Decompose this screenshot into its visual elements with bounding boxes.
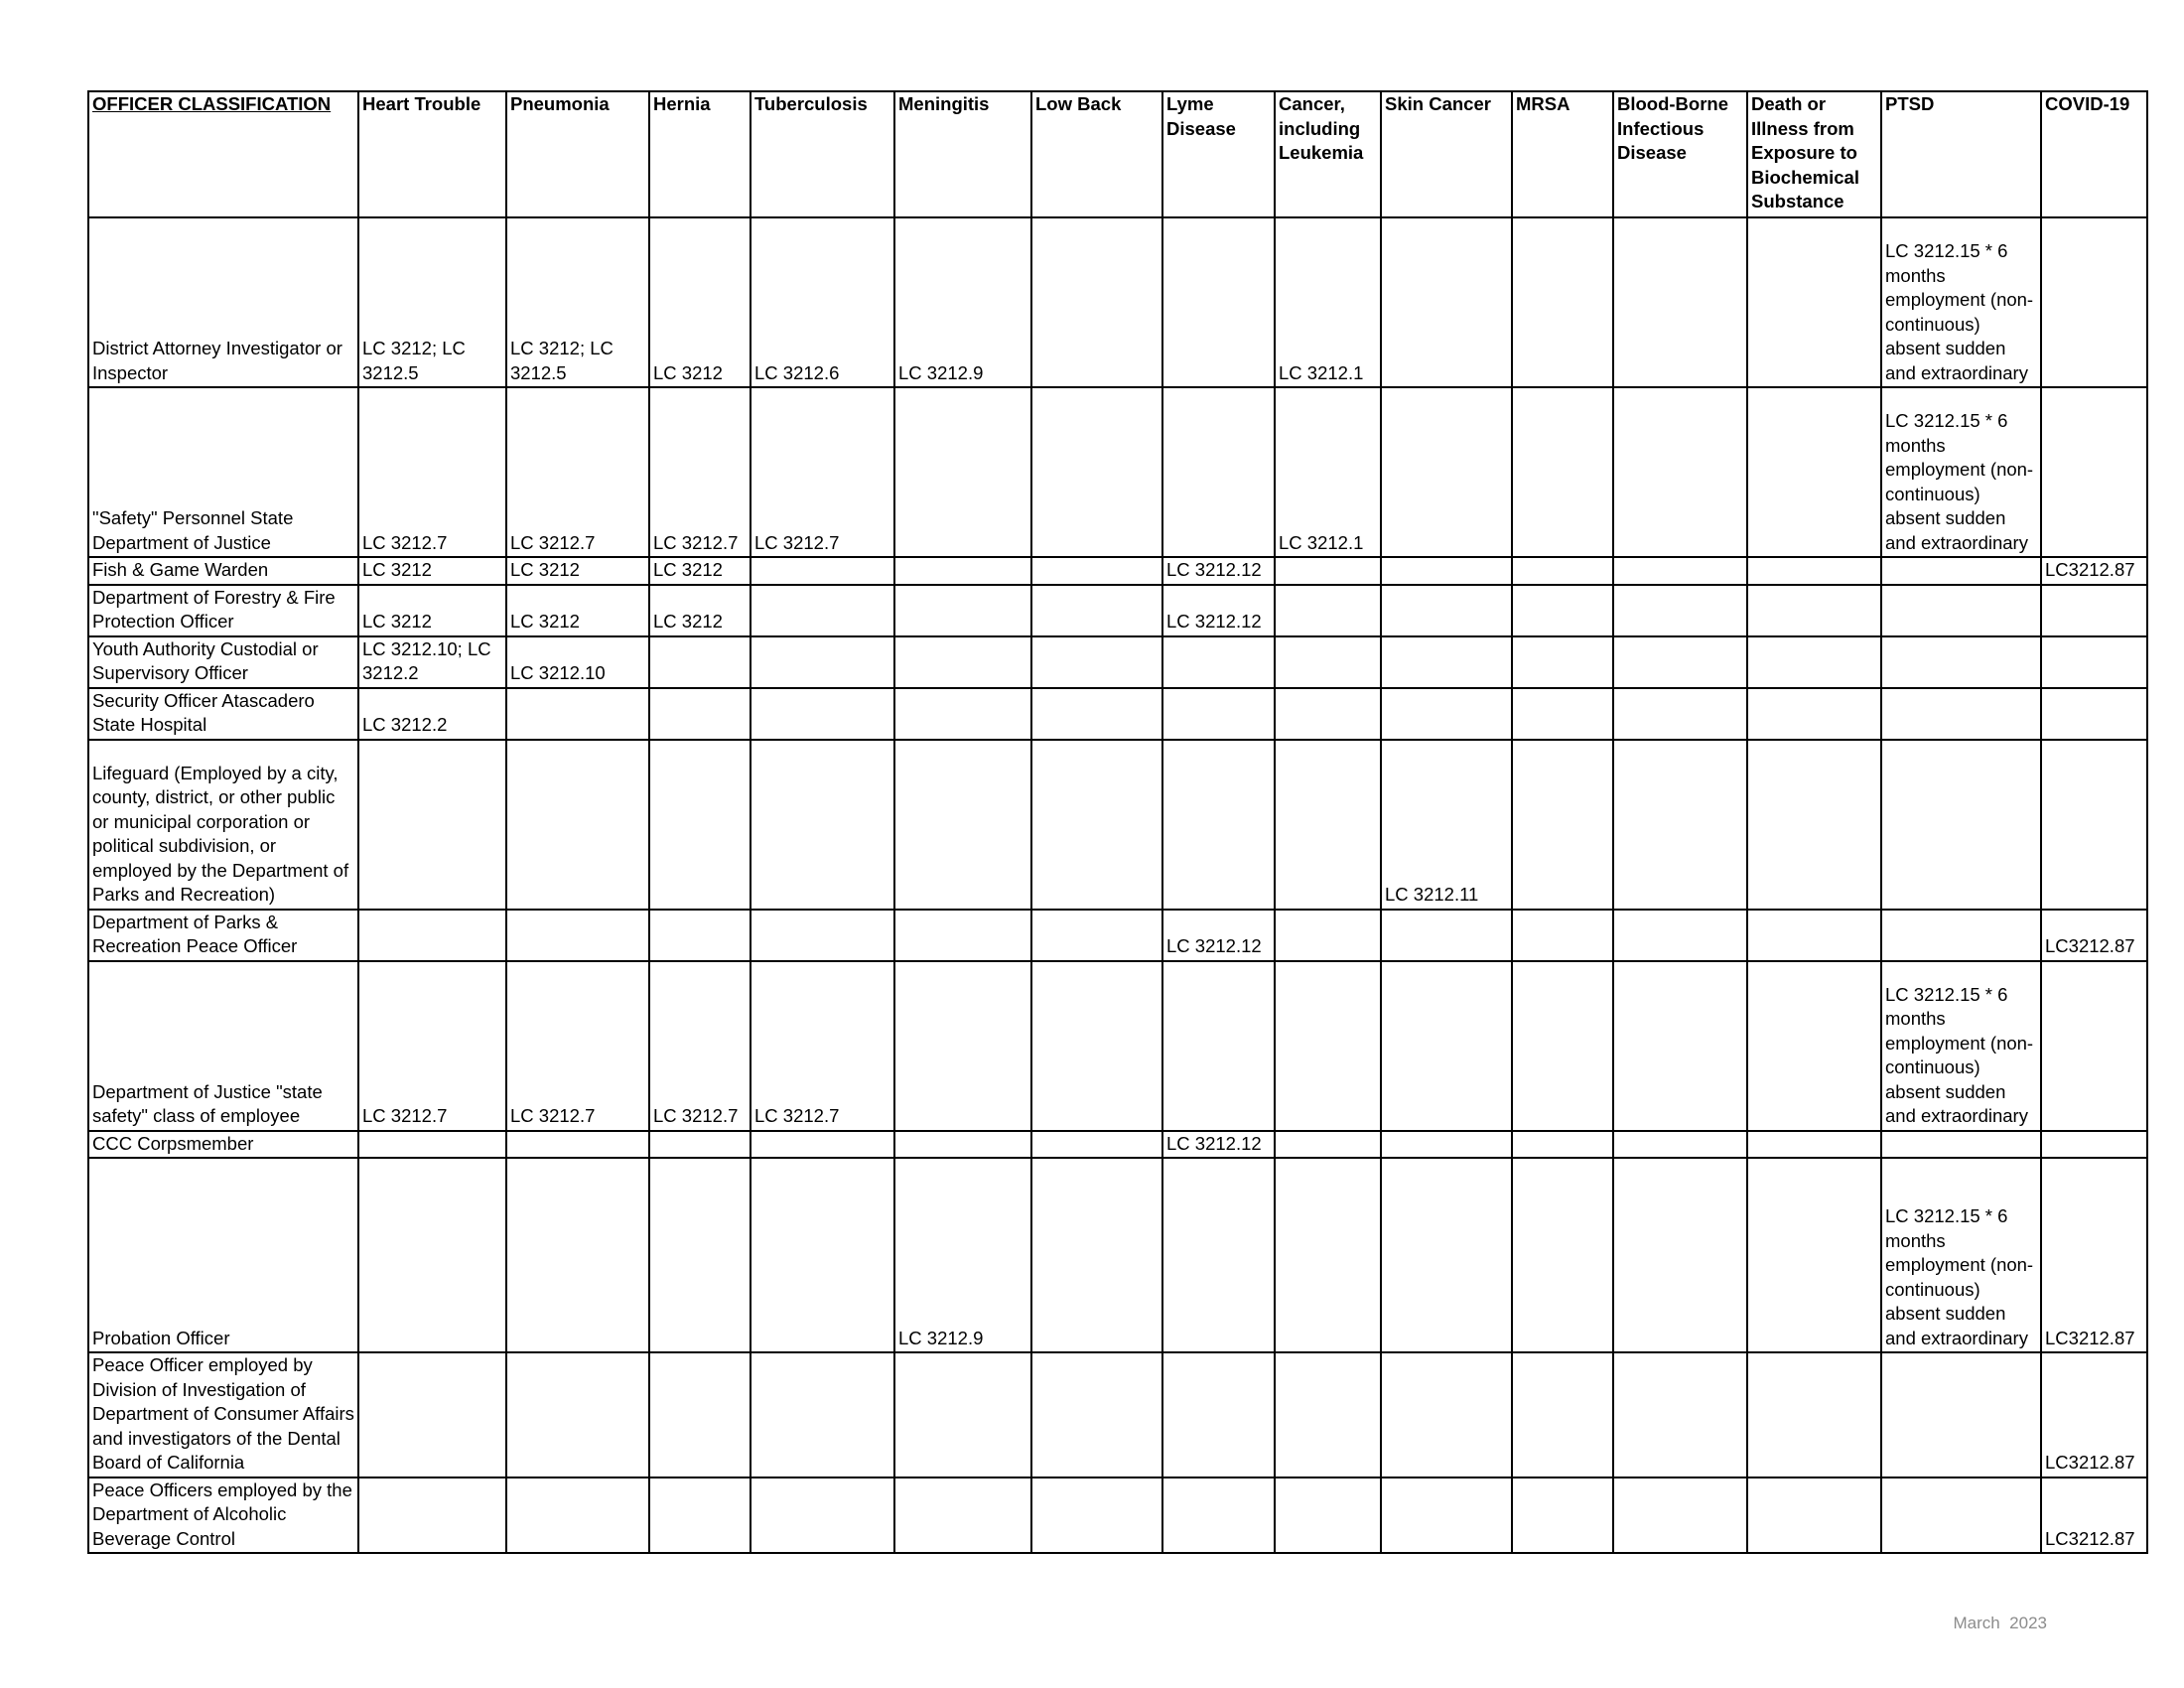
statute-cell: LC 3212.12 <box>1162 585 1275 636</box>
statute-cell <box>894 740 1031 910</box>
statute-cell <box>1031 961 1162 1131</box>
statute-cell: LC 3212.7 <box>649 387 751 557</box>
statute-cell: LC 3212 <box>358 585 506 636</box>
statute-cell <box>358 740 506 910</box>
statute-cell <box>358 1158 506 1352</box>
statute-cell <box>1512 1352 1613 1477</box>
statute-cell <box>1512 910 1613 961</box>
statute-cell <box>1275 1158 1381 1352</box>
statute-cell <box>1881 740 2041 910</box>
statute-cell <box>1381 217 1512 387</box>
statute-cell <box>1613 387 1747 557</box>
table-row <box>88 217 2147 387</box>
statute-cell <box>1381 1352 1512 1477</box>
statute-cell <box>1381 557 1512 585</box>
statute-cell <box>751 636 894 688</box>
officer-classification-table <box>87 90 2148 1554</box>
statute-cell: LC 3212 <box>649 585 751 636</box>
statute-cell: LC 3212.12 <box>1162 557 1275 585</box>
statute-cell <box>1162 740 1275 910</box>
statute-cell <box>751 1352 894 1477</box>
statute-cell <box>649 636 751 688</box>
table-row <box>88 585 2147 636</box>
statute-cell <box>1031 387 1162 557</box>
statute-cell: LC 3212.12 <box>1162 1131 1275 1159</box>
statute-cell <box>506 1477 649 1554</box>
statute-cell <box>506 1158 649 1352</box>
statute-cell <box>1881 557 2041 585</box>
statute-cell <box>649 1477 751 1554</box>
statute-cell <box>2041 585 2147 636</box>
table-row <box>88 1477 2147 1554</box>
statute-cell <box>2041 740 2147 910</box>
statute-cell: LC 3212.6 <box>751 217 894 387</box>
statute-cell <box>2041 961 2147 1131</box>
header-row <box>88 91 2147 217</box>
statute-cell <box>1613 1352 1747 1477</box>
statute-cell <box>751 688 894 740</box>
table-row <box>88 961 2147 1131</box>
statute-cell <box>1381 1477 1512 1554</box>
statute-cell: LC 3212.7 <box>506 387 649 557</box>
statute-cell <box>506 1352 649 1477</box>
statute-cell <box>1613 1131 1747 1159</box>
statute-cell <box>506 910 649 961</box>
statute-cell <box>1881 1131 2041 1159</box>
statute-cell <box>1747 557 1881 585</box>
officer-classification-cell: Peace Officer employed by Division of Investigation of Department of Consumer Affairs and investigators of the Dental Board of California <box>88 1352 358 1477</box>
statute-cell <box>358 1352 506 1477</box>
statute-cell <box>1613 910 1747 961</box>
column-header: Meningitis <box>894 91 1031 217</box>
statute-cell <box>1747 961 1881 1131</box>
column-header-officer-classification: OFFICER CLASSIFICATION <box>88 91 358 217</box>
statute-cell <box>1512 961 1613 1131</box>
statute-cell: LC 3212 <box>506 557 649 585</box>
statute-cell <box>1747 1158 1881 1352</box>
officer-classification-cell: Department of Parks & Recreation Peace Officer <box>88 910 358 961</box>
statute-cell <box>1275 961 1381 1131</box>
statute-cell <box>1613 585 1747 636</box>
statute-cell <box>1275 1352 1381 1477</box>
statute-cell: LC3212.87 <box>2041 557 2147 585</box>
statute-cell <box>751 1477 894 1554</box>
statute-cell <box>1512 387 1613 557</box>
statute-cell <box>1613 1158 1747 1352</box>
statute-cell <box>1031 557 1162 585</box>
table-row <box>88 740 2147 910</box>
statute-cell <box>1881 585 2041 636</box>
statute-cell <box>649 1158 751 1352</box>
statute-cell <box>506 688 649 740</box>
statute-cell: LC 3212.7 <box>751 961 894 1131</box>
statute-cell <box>1275 688 1381 740</box>
column-header: Low Back <box>1031 91 1162 217</box>
statute-cell: LC 3212; LC 3212.5 <box>506 217 649 387</box>
statute-cell: LC 3212.7 <box>751 387 894 557</box>
statute-cell <box>894 1352 1031 1477</box>
statute-cell <box>1275 1131 1381 1159</box>
statute-cell: LC 3212.2 <box>358 688 506 740</box>
statute-cell <box>1613 217 1747 387</box>
statute-cell <box>1381 585 1512 636</box>
column-header: Lyme Disease <box>1162 91 1275 217</box>
statute-cell <box>649 688 751 740</box>
statute-cell <box>1031 585 1162 636</box>
statute-cell <box>1031 1131 1162 1159</box>
statute-cell <box>1512 1131 1613 1159</box>
statute-cell <box>2041 1131 2147 1159</box>
statute-cell <box>1512 688 1613 740</box>
statute-cell <box>1031 688 1162 740</box>
statute-cell <box>1275 585 1381 636</box>
table-row <box>88 1131 2147 1159</box>
statute-cell <box>894 636 1031 688</box>
statute-cell <box>1031 740 1162 910</box>
officer-classification-cell: Department of Justice "state safety" class of employee <box>88 961 358 1131</box>
officer-classification-cell: CCC Corpsmember <box>88 1131 358 1159</box>
statute-cell <box>358 910 506 961</box>
statute-cell: LC 3212.7 <box>649 961 751 1131</box>
statute-cell: LC3212.87 <box>2041 1158 2147 1352</box>
statute-cell <box>751 740 894 910</box>
statute-cell <box>1162 961 1275 1131</box>
statute-cell: LC3212.87 <box>2041 910 2147 961</box>
column-header: COVID-19 <box>2041 91 2147 217</box>
statute-cell <box>1747 585 1881 636</box>
statute-cell <box>751 1131 894 1159</box>
statute-cell <box>1275 557 1381 585</box>
officer-classification-cell: Lifeguard (Employed by a city, county, district, or other public or municipal corporation or political subdivision, or employed by the Department of Parks and Recreation) <box>88 740 358 910</box>
statute-cell <box>1162 1477 1275 1554</box>
statute-cell <box>1031 1477 1162 1554</box>
statute-cell <box>751 1158 894 1352</box>
statute-cell: LC 3212.15 * 6 months employment (non-continuous) absent sudden and extraordinary <box>1881 961 2041 1131</box>
statute-cell <box>1512 636 1613 688</box>
officer-classification-cell: Fish & Game Warden <box>88 557 358 585</box>
statute-cell <box>2041 217 2147 387</box>
statute-cell <box>1512 1158 1613 1352</box>
table-row <box>88 387 2147 557</box>
statute-cell <box>1031 1352 1162 1477</box>
statute-cell <box>1747 740 1881 910</box>
statute-cell: LC 3212.7 <box>358 387 506 557</box>
statute-cell <box>1881 636 2041 688</box>
column-header: Heart Trouble <box>358 91 506 217</box>
statute-cell <box>649 1131 751 1159</box>
table-body <box>88 217 2147 1553</box>
column-header: Hernia <box>649 91 751 217</box>
statute-cell <box>894 1131 1031 1159</box>
statute-cell <box>1031 636 1162 688</box>
statute-cell <box>1031 910 1162 961</box>
statute-cell <box>1162 1352 1275 1477</box>
statute-cell <box>1162 217 1275 387</box>
statute-cell: LC 3212 <box>649 557 751 585</box>
table-header <box>88 91 2147 217</box>
statute-cell <box>751 585 894 636</box>
statute-cell <box>751 557 894 585</box>
statute-cell <box>1613 740 1747 910</box>
statute-cell <box>1381 1158 1512 1352</box>
statute-cell <box>1747 387 1881 557</box>
statute-cell <box>1381 688 1512 740</box>
statute-cell: LC 3212 <box>649 217 751 387</box>
statute-cell: LC 3212.7 <box>358 961 506 1131</box>
statute-cell <box>894 910 1031 961</box>
statute-cell <box>751 910 894 961</box>
statute-cell <box>2041 636 2147 688</box>
statute-cell <box>1512 557 1613 585</box>
statute-cell <box>1747 217 1881 387</box>
statute-cell: LC 3212.1 <box>1275 217 1381 387</box>
statute-cell <box>1512 217 1613 387</box>
table-row <box>88 557 2147 585</box>
statute-cell <box>1881 1352 2041 1477</box>
table-row <box>88 636 2147 688</box>
statute-cell: LC 3212; LC 3212.5 <box>358 217 506 387</box>
statute-cell <box>1613 557 1747 585</box>
statute-cell <box>1162 1158 1275 1352</box>
statute-cell <box>1381 636 1512 688</box>
column-header: Cancer, including Leukemia <box>1275 91 1381 217</box>
statute-cell: LC 3212.15 * 6 months employment (non-continuous) absent sudden and extraordinary <box>1881 1158 2041 1352</box>
statute-cell: LC 3212.11 <box>1381 740 1512 910</box>
statute-cell <box>358 1477 506 1554</box>
statute-cell <box>1747 636 1881 688</box>
officer-classification-cell: Department of Forestry & Fire Protection Officer <box>88 585 358 636</box>
officer-classification-cell: Youth Authority Custodial or Supervisory Officer <box>88 636 358 688</box>
statute-cell <box>1275 910 1381 961</box>
statute-cell <box>1881 688 2041 740</box>
table-row <box>88 910 2147 961</box>
statute-cell: LC 3212.1 <box>1275 387 1381 557</box>
statute-cell <box>894 688 1031 740</box>
statute-cell: LC 3212.7 <box>506 961 649 1131</box>
statute-cell <box>1512 1477 1613 1554</box>
statute-cell <box>1381 961 1512 1131</box>
statute-cell <box>1162 387 1275 557</box>
statute-cell <box>2041 688 2147 740</box>
statute-cell <box>1031 1158 1162 1352</box>
statute-cell <box>1613 961 1747 1131</box>
statute-cell <box>506 1131 649 1159</box>
statute-cell <box>1747 1352 1881 1477</box>
table-row <box>88 1158 2147 1352</box>
statute-cell <box>1162 636 1275 688</box>
officer-classification-cell: "Safety" Personnel State Department of Justice <box>88 387 358 557</box>
statute-cell: LC 3212.12 <box>1162 910 1275 961</box>
table-row <box>88 1352 2147 1477</box>
statute-cell <box>1275 740 1381 910</box>
column-header: PTSD <box>1881 91 2041 217</box>
statute-cell <box>1747 910 1881 961</box>
column-header: Death or Illness from Exposure to Biochemical Substance <box>1747 91 1881 217</box>
statute-cell <box>649 1352 751 1477</box>
footer-date: March 2023 <box>1953 1614 2047 1632</box>
statute-cell <box>894 387 1031 557</box>
column-header: Blood-Borne Infectious Disease <box>1613 91 1747 217</box>
statute-cell <box>358 1131 506 1159</box>
statute-cell <box>1613 636 1747 688</box>
officer-classification-cell: Security Officer Atascadero State Hospital <box>88 688 358 740</box>
table-row <box>88 688 2147 740</box>
statute-cell <box>1381 387 1512 557</box>
statute-cell <box>1747 688 1881 740</box>
officer-classification-cell: Peace Officers employed by the Department of Alcoholic Beverage Control <box>88 1477 358 1554</box>
statute-cell: LC 3212 <box>358 557 506 585</box>
column-header: Skin Cancer <box>1381 91 1512 217</box>
statute-cell: LC 3212.15 * 6 months employment (non-continuous) absent sudden and extraordinary <box>1881 387 2041 557</box>
statute-cell: LC3212.87 <box>2041 1352 2147 1477</box>
statute-cell: LC 3212.15 * 6 months employment (non-continuous) absent sudden and extraordinary <box>1881 217 2041 387</box>
column-header: Tuberculosis <box>751 91 894 217</box>
statute-cell: LC 3212.10 <box>506 636 649 688</box>
statute-cell <box>1613 1477 1747 1554</box>
statute-cell <box>1275 1477 1381 1554</box>
column-header: MRSA <box>1512 91 1613 217</box>
statute-cell <box>1275 636 1381 688</box>
statute-cell <box>1613 688 1747 740</box>
statute-cell <box>894 961 1031 1131</box>
statute-cell: LC 3212 <box>506 585 649 636</box>
statute-cell <box>1512 740 1613 910</box>
statute-cell <box>1747 1131 1881 1159</box>
statute-cell <box>1512 585 1613 636</box>
statute-cell <box>894 557 1031 585</box>
statute-cell <box>1881 1477 2041 1554</box>
statute-cell <box>1162 688 1275 740</box>
statute-cell <box>506 740 649 910</box>
statute-cell: LC3212.87 <box>2041 1477 2147 1554</box>
statute-cell: LC 3212.10; LC 3212.2 <box>358 636 506 688</box>
statute-cell <box>649 740 751 910</box>
officer-classification-cell: Probation Officer <box>88 1158 358 1352</box>
column-header: Pneumonia <box>506 91 649 217</box>
statute-cell <box>1031 217 1162 387</box>
statute-cell <box>894 585 1031 636</box>
statute-cell <box>1381 1131 1512 1159</box>
statute-cell <box>1881 910 2041 961</box>
statute-cell <box>649 910 751 961</box>
statute-cell <box>2041 387 2147 557</box>
statute-cell: LC 3212.9 <box>894 217 1031 387</box>
statute-cell <box>1747 1477 1881 1554</box>
statute-cell <box>894 1477 1031 1554</box>
officer-classification-cell: District Attorney Investigator or Inspector <box>88 217 358 387</box>
statute-cell <box>1381 910 1512 961</box>
statute-cell: LC 3212.9 <box>894 1158 1031 1352</box>
